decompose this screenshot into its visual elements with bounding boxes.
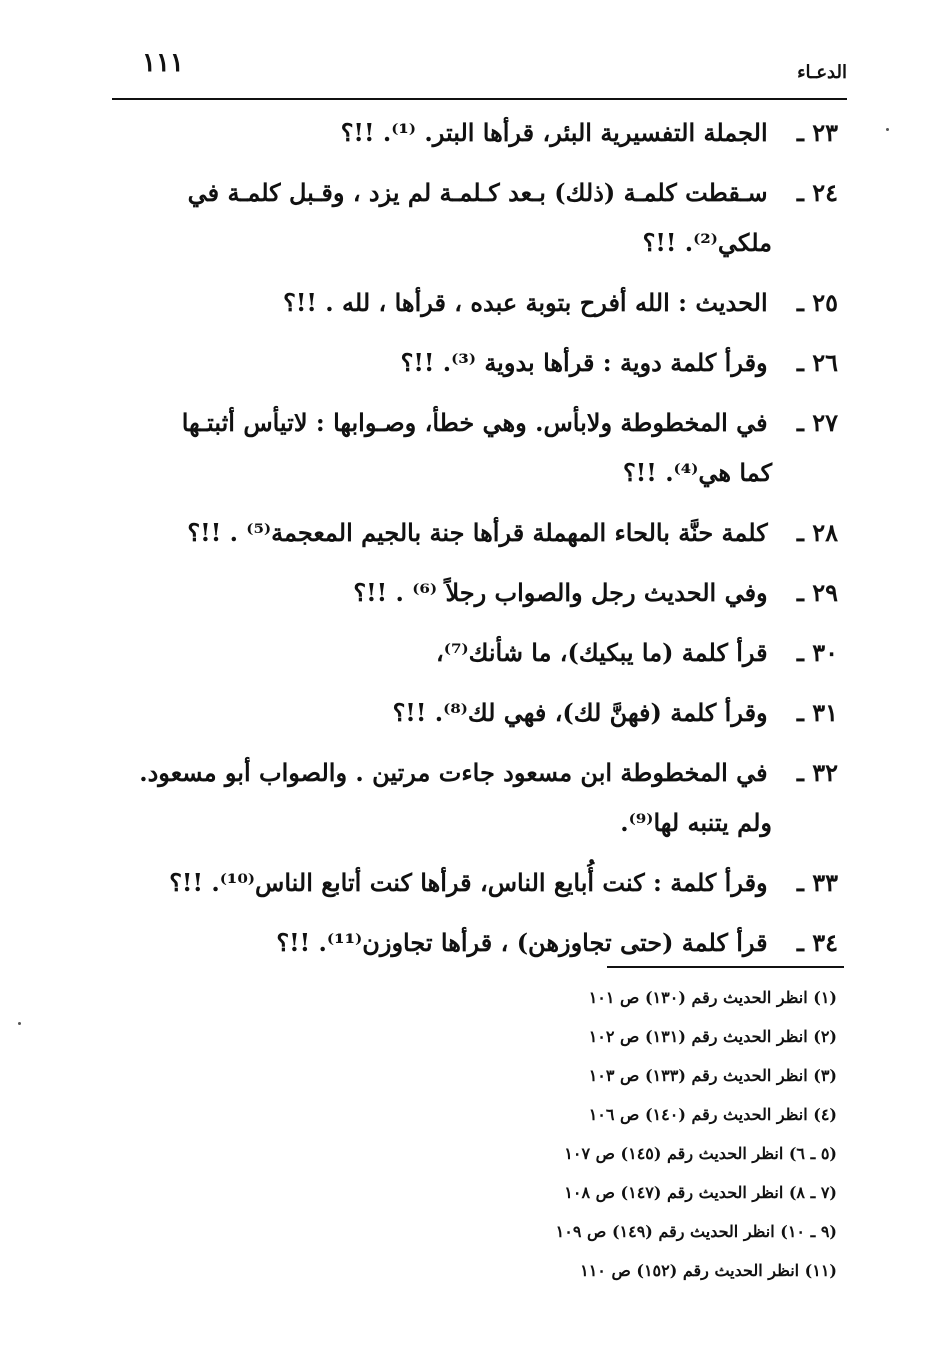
entry-34 xyxy=(108,918,838,968)
entry-text: وقرأ كلمة : كنت أُبايع الناس، قرأها كنت أتابع الناس⁽¹⁰⁾. !!؟ xyxy=(169,868,768,897)
entry-text: في المخطوطة ابن مسعود جاءت مرتين . والصواب أبو مسعود. xyxy=(139,758,768,787)
entry-text: وفي الحديث رجل والصواب رجلاً ⁽⁶⁾ . !!؟ xyxy=(353,578,768,607)
entry-text: وقرأ كلمة (فهنَّ لك)، فهي لك⁽⁸⁾. !!؟ xyxy=(392,698,768,727)
entry-text: في المخطوطة ولابأس. وهي خطأ، وصـوابها : لاتيأس أثبتـها xyxy=(181,408,768,437)
entry-30 xyxy=(108,628,838,678)
entry-continuation: كما هي⁽⁴⁾. !!؟ xyxy=(623,458,772,487)
footnote-11: (١١) انظر الحديث رقم (١٥٢) ص ١١٠ xyxy=(580,1261,837,1280)
entry-33 xyxy=(108,858,838,908)
footnote-7-8: (٧ ـ ٨) انظر الحديث رقم (١٤٧) ص ١٠٨ xyxy=(564,1183,837,1202)
entry-number: ٢٤ ـ xyxy=(796,178,838,207)
entry-number: ٢٨ ـ xyxy=(796,518,838,547)
entry-number: ٢٩ ـ xyxy=(796,578,838,607)
entry-text: كلمة حنَّة بالحاء المهملة قرأها جنة بالجيم المعجمة⁽⁵⁾ . !!؟ xyxy=(187,518,768,547)
footnote-1: (١) انظر الحديث رقم (١٣٠) ص ١٠١ xyxy=(588,988,837,1007)
footnote-4: (٤) انظر الحديث رقم (١٤٠) ص ١٠٦ xyxy=(588,1105,837,1124)
entry-number: ٣٣ ـ xyxy=(796,868,838,897)
entry-number: ٢٣ ـ xyxy=(796,118,838,147)
entry-text: سـقطت كلمـة (ذلك) بـعد كـلمـة لم يزد ، وقـبل كلمـة في xyxy=(187,178,768,207)
entry-number: ٢٦ ـ xyxy=(796,348,838,377)
page-header xyxy=(112,48,847,100)
page-number: ١١١ xyxy=(142,48,184,78)
entry-number: ٣١ ـ xyxy=(796,698,838,727)
entry-29 xyxy=(108,568,838,618)
entries-list xyxy=(108,108,838,978)
entry-number: ٢٥ ـ xyxy=(796,288,838,317)
entry-text: وقرأ كلمة دوية : قرأها بدوية ⁽³⁾. !!؟ xyxy=(400,348,768,377)
running-head: الدعـاء xyxy=(797,62,847,83)
entry-text: الجملة التفسيرية البئر، قرأها البتر. ⁽¹⁾. !!؟ xyxy=(340,118,768,147)
entry-number: ٢٧ ـ xyxy=(796,408,838,437)
entry-32 xyxy=(108,748,838,848)
entry-number: ٣٤ ـ xyxy=(796,928,838,957)
footnotes-list xyxy=(317,978,837,1290)
entry-number: ٣٢ ـ xyxy=(796,758,838,787)
entry-text: الحديث : الله أفرح بتوبة عبده ، قرأها ، لله . !!؟ xyxy=(283,288,768,317)
entry-number: ٣٠ ـ xyxy=(796,638,838,667)
entry-text: قرأ كلمة (ما يبكيك)، ما شأنك⁽⁷⁾، xyxy=(436,638,768,667)
entry-25 xyxy=(108,278,838,328)
entry-27 xyxy=(108,398,838,498)
entry-28 xyxy=(108,508,838,558)
scan-speck xyxy=(886,128,889,131)
entry-24 xyxy=(108,168,838,268)
footnote-5-6: (٥ ـ ٦) انظر الحديث رقم (١٤٥) ص ١٠٧ xyxy=(564,1144,837,1163)
footnote-3: (٣) انظر الحديث رقم (١٣٣) ص ١٠٣ xyxy=(588,1066,837,1085)
entry-23 xyxy=(108,108,838,158)
footnote-9-10: (٩ ـ ١٠) انظر الحديث رقم (١٤٩) ص ١٠٩ xyxy=(555,1222,837,1241)
footnote-2: (٢) انظر الحديث رقم (١٣١) ص ١٠٢ xyxy=(588,1027,837,1046)
footnote-divider xyxy=(607,966,844,968)
entry-31 xyxy=(108,688,838,738)
entry-continuation: ملكي⁽²⁾. !!؟ xyxy=(642,228,772,257)
scan-speck xyxy=(18,1022,21,1025)
entry-26 xyxy=(108,338,838,388)
entry-text: قرأ كلمة (حتى تجاوزهن) ، قرأها تجاوزن⁽¹¹⁾. !!؟ xyxy=(276,928,768,957)
entry-continuation: ولم يتنبه لها⁽⁹⁾. xyxy=(620,808,772,837)
